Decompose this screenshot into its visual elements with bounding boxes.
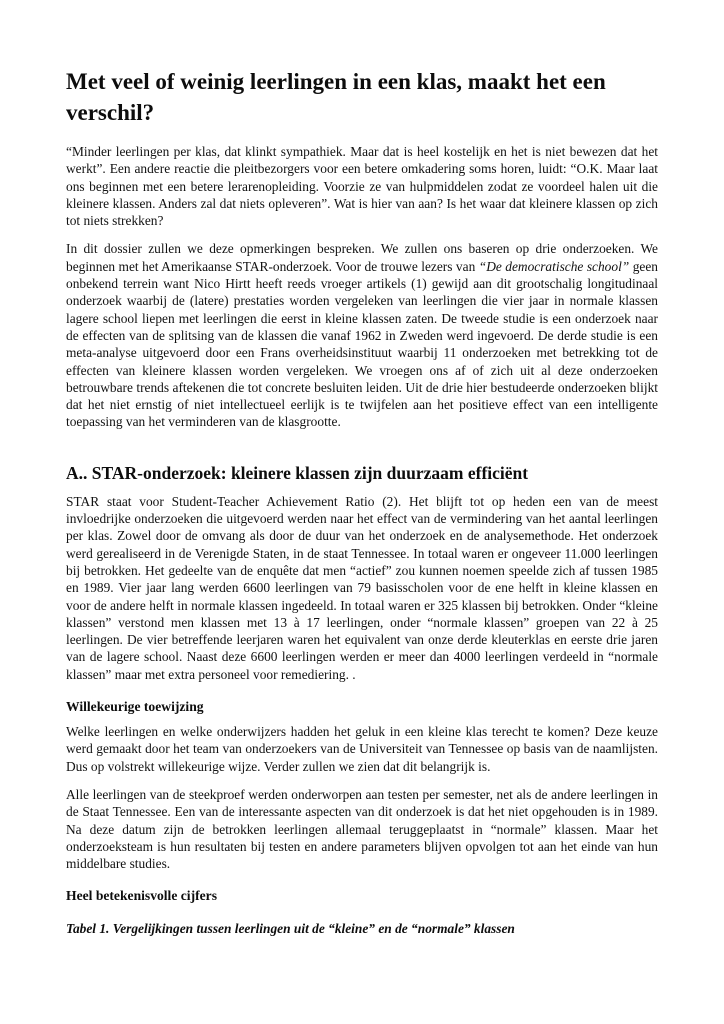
section-a-heading: A.. STAR-onderzoek: kleinere klassen zijn duurzaam efficiënt	[66, 462, 529, 483]
table-1-caption: Tabel 1. Vergelijkingen tussen leerlingen uit de “kleine” en de “normale” klassen	[66, 921, 515, 937]
subheading-willekeurige-toewijzing: Willekeurige toewijzing	[66, 699, 204, 715]
dossier-paragraph: In dit dossier zullen we deze opmerkingen bespreken. We zullen ons baseren op drie onderzoeken. We beginnen met het Amerikaanse STAR-onderzoek. Voor de trouwe lezers van “De democratische school” geen onbekend terrein want Nico Hirtt heeft reeds vroeger artikels (1) gewijd aan dit grootschalig longitudinaal onderzoek waarbij de (latere) prestaties worden vergeleken van leerlingen die vier jaar in normale klassen lagere school liepen met leerlingen die eerst in kleine klassen zaten. De tweede studie is een onderzoek naar de effecten van de splitsing van de klassen die vanaf 1962 in Zweden werd ingevoerd. De derde studie is een meta-analyse uitgevoerd door een Frans overheidsinstituut waarbij 11 onderzoeken met betrekking tot de effecten van kleinere klassen worden vergeleken. We vroegen ons af of zich uit al deze onderzoeken betrouwbare trends aftekenen die tot concrete besluiten leiden. Uit de drie hier bestudeerde onderzoeken blijkt dat het niet ernstig of niet intellectueel eerlijk is te twijfelen aan het positieve effect van een intelligente toepassing van het verminderen van de klasgrootte.	[66, 241, 658, 430]
testing-paragraph: Alle leerlingen van de steekproef werden onderworpen aan testen per semester, net als de andere leerlingen in de Staat Tennessee. Een van de interessante aspecten van dit onderzoek is dat het niet opgehouden is in 1989. Na deze datum zijn de betrokken leerlingen allemaal teruggeplaatst in “normale” klassen. Maar het onderzoeksteam is hun resultaten bij testen en andere parameters blijven opvolgen tot aan het einde van hun middelbare studies.	[66, 786, 658, 872]
random-assignment-paragraph: Welke leerlingen en welke onderwijzers hadden het geluk in een kleine klas terecht te komen? Deze keuze werd gemaakt door het team van onderzoekers van de Universiteit van Tennessee op basis van de naamlijsten. Dus op volstrekt willekeurige wijze. Verder zullen we zien dat dit belangrijk is.	[66, 724, 658, 774]
subheading-betekenisvolle-cijfers: Heel betekenisvolle cijfers	[66, 888, 217, 904]
page-title: Met veel of weinig leerlingen in een klas, maakt het een verschil?	[66, 69, 606, 125]
intro-paragraph: “Minder leerlingen per klas, dat klinkt sympathiek. Maar dat is heel kostelijk en het is niet bewezen dat het werkt”. Een andere reactie die pleitbezorgers voor een betere omkadering soms horen, luidt: “O.K. Maar laat ons beginnen met een betere lerarenopleiding. Voorzie ze van hulpmiddelen zodat ze voordeel halen uit die kleinere klassen. Anders zal dat niets opleveren”. Wat is hier van aan? Is het waar dat kleinere klassen op zich tot niets strekken?	[66, 144, 658, 229]
star-description-paragraph: STAR staat voor Student-Teacher Achievement Ratio (2). Het blijft tot op heden een van de meest invloedrijke onderzoeken die uitgevoerd werden naar het effect van de vermindering van het aantal leerlingen per klas. Zowel door de omvang als door de duur van het onderzoek en de analysemethode. Het onderzoek werd gerealiseerd in de Verenigde Staten, in de staat Tennessee. In totaal waren er ongeveer 11.000 leerlingen bij betrokken. Het gedeelte van de enquête dat men “actief” zou kunnen noemen speelde zich af tussen 1985 en 1989. Vier jaar lang werden 6600 leerlingen van 79 basisscholen voor de ene helft in kleine klassen en voor de andere helft in normale klassen ingedeeld. In totaal waren er 325 klassen bij betrokken. Onder “kleine klassen” verstond men klassen met 13 à 17 leerlingen, onder “normale klassen” groepen van 22 à 25 leerlingen. De vier betreffende leerjaren waren het equivalent van onze derde kleuterklas en eerste drie jaren van de lagere school. Naast deze 6600 leerlingen werden er meer dan 4000 leerlingen verdeeld in “normale klassen” maar met extra personeel voor remediering. .	[66, 493, 658, 682]
